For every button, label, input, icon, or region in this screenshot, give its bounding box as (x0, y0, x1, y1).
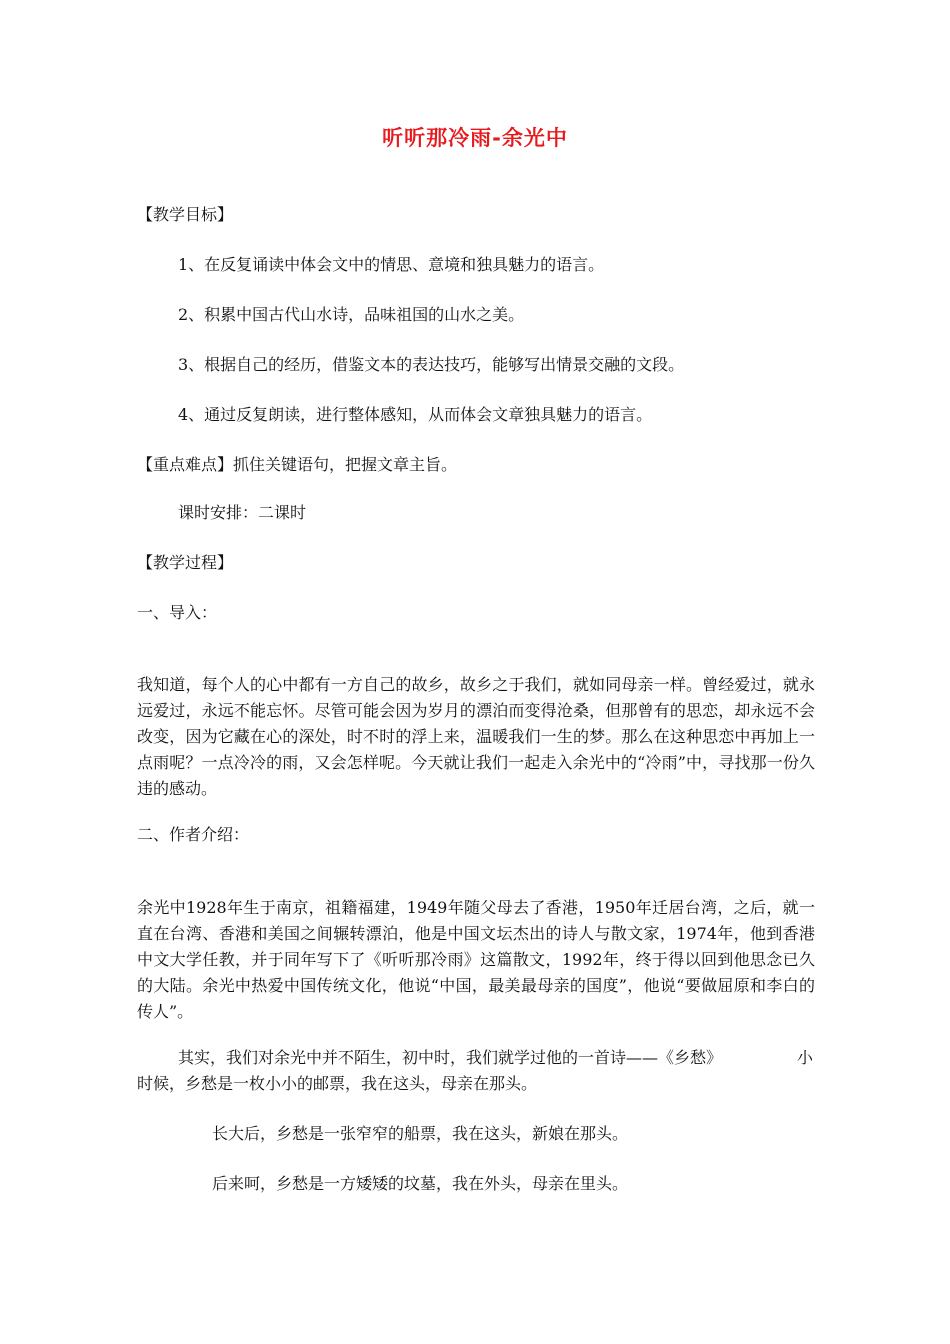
class-schedule: 课时安排：二课时 (178, 503, 307, 522)
objective-item-1: 1、在反复诵读中体会文中的情思、意境和独具魅力的语言。 (178, 255, 605, 274)
key-points: 【重点难点】抓住关键语句，把握文章主旨。 (137, 455, 458, 474)
objective-item-2: 2、积累中国古代山水诗，品味祖国的山水之美。 (178, 305, 525, 324)
poem-line-1: 时候，乡愁是一枚小小的邮票，我在这头，母亲在那头。 (137, 1074, 538, 1093)
process-heading: 【教学过程】 (137, 553, 234, 572)
poem-line-3: 后来呵，乡愁是一方矮矮的坟墓，我在外头，母亲在里头。 (212, 1174, 629, 1193)
section-author-heading: 二、作者介绍： (137, 825, 250, 844)
objective-item-4: 4、通过反复朗读，进行整体感知，从而体会文章独具魅力的语言。 (178, 405, 653, 424)
poem-intro-line: 其实，我们对余光中并不陌生，初中时，我们就学过他的一首诗——《乡愁》 (178, 1048, 723, 1067)
poem-line-2: 长大后，乡愁是一张窄窄的船票，我在这头，新娘在那头。 (212, 1124, 629, 1143)
poem-intro-line-end: 小 (797, 1048, 814, 1067)
intro-paragraph: 我知道，每个人的心中都有一方自己的故乡，故乡之于我们，就如同母亲一样。曾经爱过，就永远爱过，永远不能忘怀。尽管可能会因为岁月的漂泊而变得沧桑，但那曾有的思恋，却永远不会改变，因为它藏在心的深处，时不时的浮上来，温暖我们一生的梦。那么在这种思恋中再加上一点雨呢？一点冷冷的雨，又会怎样呢。今天就让我们一起走入余光中的“冷雨”中，寻找那一份久违的感动。 (137, 675, 815, 798)
objectives-heading: 【教学目标】 (137, 205, 234, 224)
section-intro-heading: 一、导入： (137, 603, 218, 622)
document-title: 听听那冷雨-余光中 (382, 126, 568, 150)
objective-item-3: 3、根据自己的经历，借鉴文本的表达技巧，能够写出情景交融的文段。 (178, 355, 685, 374)
author-paragraph: 余光中1928年生于南京，祖籍福建，1949年随父母去了香港，1950年迁居台湾，之后，就一直在台湾、香港和美国之间辗转漂泊，他是中国文坛杰出的诗人与散文家，1974年，他到香港中文大学任教，并于同年写下了《听听那冷雨》这篇散文，1992年，终于得以回到他思念已久的大陆。余光中热爱中国传统文化，他说“中国，最美最母亲的国度”，他说“要做屈原和李白的传人”。 (137, 898, 815, 1021)
